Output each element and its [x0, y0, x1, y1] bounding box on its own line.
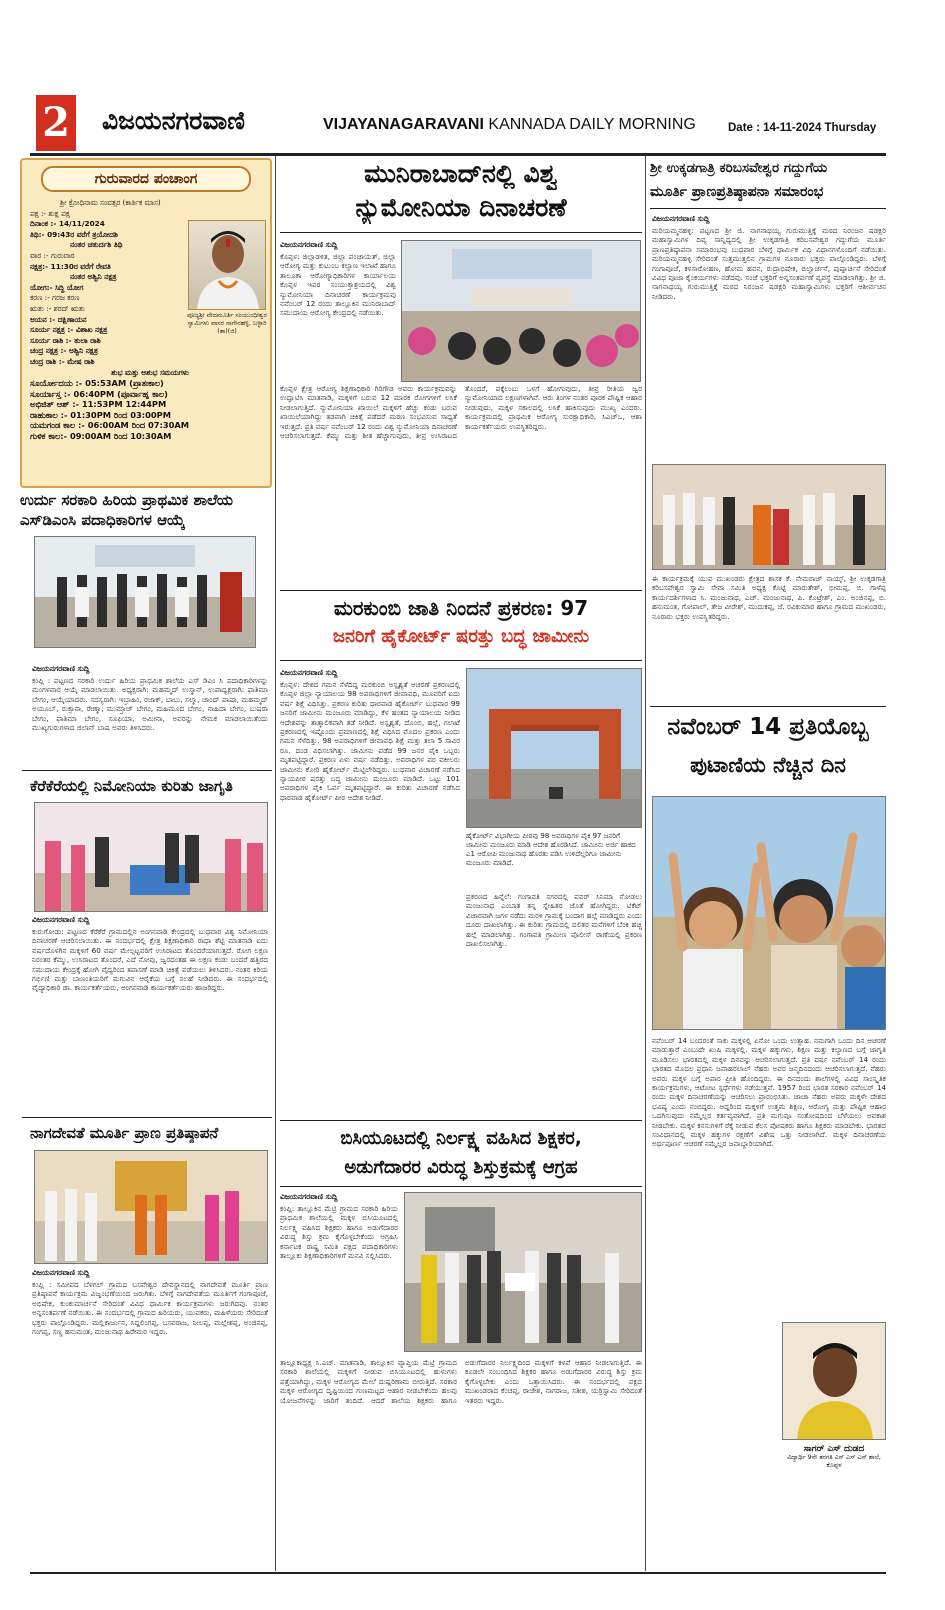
column-divider — [645, 156, 646, 1571]
headline: ನಾಗದೇವತೆ ಮೂರ್ತಿ ಪ್ರಾಣ ಪ್ರತಿಷ್ಠಾಪನೆ — [30, 1124, 219, 1142]
panchanga-line: ತಿಥಿ:- 09:43ರ ವರೆಗೆ ತ್ರಯೋದಶಿ — [30, 229, 118, 239]
panchanga-line: ಕರಣ :- ಗರಜ ಕರಣ — [30, 293, 80, 303]
panchanga-line: ಶ್ರೀ ಕ್ರೋಧಿನಾಮ ಸಂವತ್ಸರ (ಕಾರ್ತಿಕ ಮಾಸ) — [60, 198, 161, 207]
headline: ಎಸ್‌ಡಿಎಂಸಿ ಪದಾಧಿಕಾರಿಗಳ ಆಯ್ಕೆ — [20, 511, 186, 529]
article-body: ಕೊಪ್ಪಳ: ಜಿಲ್ಲಾಡಳಿತ, ಜಿಲ್ಲಾ ಪಂಚಾಯತ್, ಜಿಲ್ಲಾ ಆರೋಗ್ಯ ಮತ್ತು ಕುಟುಂಬ ಕಲ್ಯಾಣ ಇಲಾಖೆ ಹಾಗೂ ತಾಲೂಕಾ ಆರೋಗ್ಯಾಧಿಕಾರಿಗಳ ಕಾರ್ಯಾಲಯ ಕೊಪ್ಪಳ ಇವರ ಸಂಯುಕ್ತಾಶ್ರಯದಲ್ಲಿ ವಿಶ್ವ ನ್ಯುಮೋನಿಯಾ ದಿನಾಚರಣೆ ಕಾರ್ಯಕ್ರಮವು ನವೆಂಬರ್ 12 ರಂದು ತಾಲ್ಲೂಕಿನ ಮುನಿರಾಬಾದ್ ಸಮುದಾಯ ಆರೋಗ್ಯ ಕೇಂದ್ರದಲ್ಲಿ ನಡೆಯಿತು. — [280, 252, 396, 318]
panchanga-line: ದಿನಾಂಕ :- 14/11/2024 — [30, 219, 105, 229]
article-photo — [466, 668, 642, 828]
panchanga-line: ಅಭಿಜಿತ್ ಆಶ್ :- 11:53PM 12:44PM — [30, 399, 167, 410]
section-divider — [22, 1117, 272, 1118]
article-credit: ವಿಜಯನಗರವಾಣಿ ಸುದ್ದಿ — [280, 240, 338, 249]
headline: ಮುನಿರಾಬಾದ್‌ನಲ್ಲಿ ವಿಶ್ವ — [364, 159, 558, 188]
article-photo — [652, 464, 886, 570]
article-photo — [404, 1192, 642, 1352]
children-photo — [653, 797, 886, 1030]
headline: ಉರ್ದು ಸರಕಾರಿ ಹಿರಿಯ ಪ್ರಾಥಮಿಕ ಶಾಲೆಯ — [20, 491, 233, 509]
article-body: ಕೊಪ್ಪಳ ಕ್ಷೇತ್ರ ಆರೋಗ್ಯ ಶಿಕ್ಷಣಾಧಿಕಾರಿ ಗಿರಿಗೌಡ ಅವರು ಕಾರ್ಯಕ್ರಮವನ್ನು ಉದ್ಘಾಟಿಸಿ ಮಾತನಾಡಿ, ಮಕ್ಕಳಿಗೆ ಬರುವ 12 ಮಾರಕ ರೋಗಗಳಿಗೆ ಲಸಿಕೆ ನೀಡಲಾಗುತ್ತಿದೆ. ನ್ಯುಮೋನಿಯಾ ಖಾಯಿಲೆ ಮಕ್ಕಳಿಗೆ ಹೆಚ್ಚು ಕಂಡು ಬರುವ ಖಾಯಿಲೆಯಾಗಿದ್ದು ತಡವಾಗಿ ಚಿಕಿತ್ಸೆ ಪಡೆದರೆ ಮರಣ ಸಂಭವಿಸುವ ಸಾಧ್ಯತೆ ಇರುತ್ತದೆ. ಪ್ರತಿ ವರ್ಷ ನವೆಂಬರ್ 12 ರಂದು ವಿಶ್ವ ನ್ಯುಮೋನಿಯಾ ದಿನಾಚರಣೆ ಆಚರಿಸಲಾಗುತ್ತದೆ. ಕೆಮ್ಮು ಮತ್ತು ಶೀತ ಹೆಚ್ಚಾಗುವುದು, ತೀವ್ರ ಉಸಿರಾಟದ ತೊಂದರೆ, ಪಕ್ಕೆಲುಬು ಒಳಗೆ ಹೋಗುವುದು, ತೀವ್ರ ರೀತಿಯ ಜ್ವರ ನ್ಯುಮೋನಿಯಾದ ಲಕ್ಷಣಗಳಾಗಿವೆ. ಆರು ತಿಂಗಳ ನಂತರ ಪೂರಕ ಪೌಷ್ಟಿಕ ಆಹಾರ ನೀಡುವುದು, ಮಕ್ಕಳ ಸಕಾಲದಲ್ಲಿ ಲಸಿಕೆ ಹಾಕಿಸುವುದು ಮುಖ್ಯ ಎಂದರು. ಕಾರ್ಯಕ್ರಮದಲ್ಲಿ ಪ್ರಾಥಮಿಕ ಆರೋಗ್ಯ ಸುರಕ್ಷಾಧಿಕಾರಿ, ಸಿಎಚ್‌ಒ, ಆಶಾ ಕಾರ್ಯಕರ್ತೆಯರು ಉಪಸ್ಥಿತರಿದ್ದರು. — [280, 384, 642, 441]
group-photo — [35, 537, 256, 648]
panchanga-line: ಸೂರ್ಯೋದಯ :- 05:53AM (ಪ್ರಾತಃಕಾಲ) — [30, 378, 164, 389]
panchanga-line: ನಂತರ ಅಶ್ವಿನಿ ನಕ್ಷತ್ರ — [70, 272, 117, 282]
panchanga-line: ಸೂರ್ಯ ರಾಶಿ :- ತುಲಾ ರಾಶಿ — [30, 335, 101, 345]
article-credit: ವಿಜಯನಗರವಾಣಿ ಸುದ್ದಿ — [280, 1192, 338, 1201]
section-divider — [280, 232, 642, 233]
issue-date: Date : 14-11-2024 Thursday — [728, 122, 877, 134]
panchanga-line: ಗುಳಿಕ ಕಾಲ:- 09:00AM ರಿಂದ 10:30AM — [30, 431, 172, 442]
article-photo — [34, 802, 268, 912]
article-body: ಕಂಪ್ಲಿ: ತಾಲ್ಲೂಕಿನ ಮೆಟ್ರಿ ಗ್ರಾಮದ ಸರಕಾರಿ ಹಿರಿಯ ಪ್ರಾಥಮಿಕ ಶಾಲೆಯಲ್ಲಿ ಮಕ್ಕಳ ಬಿಸಿಯೂಟದಲ್ಲಿ ನಿರ್ಲಕ್ಷ್ಯ ವಹಿಸಿದ ಶಿಕ್ಷಕರು ಹಾಗೂ ಅಡುಗೆದಾರರ ವಿರುದ್ಧ ಶಿಸ್ತು ಕ್ರಮ ಕೈಗೊಳ್ಳಬೇಕೆಂದು ಆಗ್ರಹಿಸಿ ಕರ್ನಾಟಕ ರಾಷ್ಟ್ರ ಸಮಿತಿ ಪಕ್ಷದ ಪದಾಧಿಕಾರಿಗಳು ತಾಲ್ಲೂಕು ಶಿಕ್ಷಣಾಧಿಕಾರಿಗಳಿಗೆ ಮನವಿ ಸಲ್ಲಿಸಿದರು. — [280, 1204, 398, 1261]
panchanga-line: ವಾರ :- ಗುರುವಾರ — [30, 250, 75, 260]
author-credit — [782, 1444, 886, 1470]
ceremony-photo — [653, 465, 886, 570]
panchanga-line: ಪಕ್ಷ :- ಶುಕ್ಲ ಪಕ್ಷ — [30, 208, 70, 218]
article-photo — [652, 796, 886, 1030]
author-detail: ವಿದ್ಯಾರ್ಥಿ 9ನೇ ತರಗತಿ ಎಸ್ ಎಸ್ ಎಸ್ ಶಾಲೆ, ಕೊಪ್ಪಳ — [787, 1454, 881, 1469]
english-title: VIJAYANAGARAVANI — [323, 116, 484, 133]
page-bottom-rule — [30, 1572, 886, 1574]
photo-caption: ಈ ಕಾರ್ಯಕ್ರಮಕ್ಕೆ ಯುವ ಮುಖಂಡರು ಕ್ಷೇತ್ರದ ಶಾಸಕ ಕೆ. ನೇಮರಾಜ್ ನಾಯ್ಕ್, ಶ್ರೀ ಉಕ್ಕಡಗಾತ್ರಿ ಕರಿಬಸವೇಶ್ವರ ಸ್ವಾಮಿ ಸೇವಾ ಸಮಿತಿ ಅಧ್ಯಕ್ಷ ಕೊಟ್ಟಿ ಮಾರುತೇಶ್, ಭೀಮಪ್ಪ, ಬಿ. ಗಾಳೆಪ್ಪ ಕಾರ್ಯದರ್ಶಿಗಳಾದ ಸಿ. ಮಂಜುನಾಥ, ಎಚ್. ಮಂಜುನಾಥ, ಪಿ. ಕೊಟ್ರೇಶ್, ಎಂ. ಅಂಜಿನಪ್ಪ, ಬಿ. ಹನುಮಂತ, ಗೋಪಾಲ್, ತೇಜ ವೀರೇಶ್, ಮುದುಕಪ್ಪ, ಜೆ. ರವಿಕುಮಾರ ಹಾಗೂ ಗ್ರಾಮದ ಮುಖಂಡರು, ನೂರಾರು ಭಕ್ತರು ಉಪಸ್ಥಿತರಿದ್ದರು. — [652, 574, 886, 621]
panchanga-line: ಯೋಗ:- ಸಿದ್ಧಿ ಯೋಗ — [30, 282, 84, 292]
page-number: 2 — [36, 95, 76, 151]
section-divider — [650, 706, 886, 707]
panchanga-section-title: ಶುಭ ಮತ್ತು ಅಶುಭ ಸಮಯಗಳು — [111, 367, 189, 377]
pneumonia-day-photo — [402, 241, 641, 382]
article-urdu-school — [20, 490, 272, 660]
headline: ಕೆರೆಕೆರೆಯಲ್ಲಿ ನಿಮೋನಿಯಾ ಕುರಿತು ಜಾಗೃತಿ — [30, 777, 233, 795]
masthead-divider — [30, 153, 886, 156]
headline: ನವೆಂಬರ್ 14 ಪ್ರತಿಯೊಬ್ಬ — [667, 714, 869, 740]
article-credit: ವಿಜಯನಗರವಾಣಿ ಸುದ್ದಿ — [32, 1268, 90, 1277]
headline: ನ್ಯುಮೋನಿಯಾ ದಿನಾಚರಣೆ — [355, 193, 567, 222]
article-credit: ವಿಜಯನಗರವಾಣಿ ಸುದ್ದಿ — [32, 664, 90, 673]
section-divider — [280, 1186, 642, 1187]
high-court-gate-photo — [467, 669, 642, 828]
article-body: ಕುರುಗೋಡು: ಪಟ್ಟಣದ ಕೆರೆಕೆರೆ ಗ್ರಾಮದಲ್ಲಿನ ಅಂಗನವಾಡಿ ಕೇಂದ್ರದಲ್ಲಿ ಬುಧವಾರ ವಿಶ್ವ ನಿಮೋನಿಯಾ ದಿನಾಚರಣೆ ಆಚರಿಸಲಾಯಿತು. ಈ ಸಂದರ್ಭದಲ್ಲಿ ಕ್ಷೇತ್ರ ಶಿಕ್ಷಣಾಧಿಕಾರಿ ರಾಧಾ ಶೆಟ್ಟಿ ಮಾತನಾಡಿ ಐದು ವರ್ಷದೊಳಗಿನ ಮಕ್ಕಳಿಗೆ 60 ವರ್ಷ ಮೇಲ್ಪಟ್ಟವರಿಗೆ ಉಸಿರಾಟದ ತೊಂದರೆಯಾಗುತ್ತದೆ. ರೋಗ ಲಕ್ಷಣ ನಿರಂತರ ಕೆಮ್ಮು, ಉಸಿರಾಟದ ತೊಂದರೆ, ಎದೆ ನೋವು, ಜ್ವರದಂತಹ ಈ ಲಕ್ಷಣ ಕಂಡು ಬಂದರೆ ಹತ್ತಿರದ ಸಮುದಾಯ ಕೇಂದ್ರಕ್ಕೆ ಹೋಗಿ ವೈದ್ಯರಿಂದ ತಪಾಸಣೆ ಮಾಡಿ ಚಿಕಿತ್ಸೆ ಪಡೆಯಲು ತಿಳಿಸಿದರು. ನಂತರ ಕಿರಿಯ ಗರ್ಭಿಣಿ ಮತ್ತು ಬಾಣಂತಿಯರಿಗೆ ಮಗುವಿನ ಆರೈಕೆಯ ಬಗ್ಗೆ ಸಲಹೆ ನೀಡಿದರು. ಈ ಸಂದರ್ಭದಲ್ಲಿ ವೈದ್ಯಾಧಿಕಾರಿ ಡಾ. ಕಾರ್ಯಕರ್ತೆಯರು, ಅಂಗನವಾಡಿ ಕಾರ್ಯಕರ್ತೆಯರು ಹಾಜರಿದ್ದರು. — [32, 927, 268, 993]
panchanga-portrait — [188, 220, 266, 310]
masthead-english-title — [323, 116, 696, 134]
panchanga-line: ನಕ್ಷತ್ರ:- 11:30ರ ವರೆಗೆ ರೇವತಿ — [30, 261, 111, 271]
article-photo — [34, 536, 256, 648]
article-body — [652, 1330, 778, 1570]
headline: ಮೂರ್ತಿ ಪ್ರಾಣಪ್ರತಿಷ್ಠಾಪನಾ ಸಮಾರಂಭ — [650, 184, 824, 200]
panchanga-line: ಯಮಗಂಡ ಕಾಲ :- 06:00AM ರಿಂದ 07:30AM — [30, 420, 190, 431]
article-body: ಮರಿಯಮ್ಮನಹಳ್ಳಿ: ಪಟ್ಟಣದ ಶ್ರೀ ಜಿ. ನಾಗನಾಥಯ್ಯ ಗುರುಮುತ್ತಿಕ್ಕೆ ಮಠದ ನಿರಂಜನ ಷಡಕ್ಷರಿ ಮಹಾಸ್ವಾಮಿಗಳ ದಿವ್ಯ ಸಾನ್ನಿಧ್ಯದಲ್ಲಿ ಶ್ರೀ ಉಕ್ಕಡಗಾತ್ರಿ ಕರಿಬಸವೇಶ್ವರ ಗದ್ದುಗೆಯ ಮೂರ್ತಿ ಪ್ರಾಣಪ್ರತಿಷ್ಠಾಪನಾ ಸಮಾರಂಭವು ಬುಧವಾರ ಬೆಳಿಗ್ಗೆ ಧಾರ್ಮಿಕ ವಿಧಿ ವಿಧಾನಗಳೊಂದಿಗೆ ನಡೆಯಿತು. ಮರಿಯಮ್ಮನಹಳ್ಳಿ ಸೇರಿದಂತೆ ಸುತ್ತಮುತ್ತಲಿನ ಗ್ರಾಮಗಳ ನೂರಾರು ಭಕ್ತರು ಪಾಲ್ಗೊಂಡಿದ್ದರು. ಬೆಳಿಗ್ಗೆ ಗಂಗಾಪೂಜೆ, ಕಳಸಾರೋಹಣ, ಹೋಮ ಹವನ, ರುದ್ರಾಭಿಷೇಕ, ಬಿಲ್ವಾರ್ಚನೆ, ಪುಷ್ಪಾರ್ಚನೆ ಸೇರಿದಂತೆ ವಿವಿಧ ಪೂಜಾ ಕೈಂಕರ್ಯಗಳು ನಡೆದವು. ಸಂಜೆ ಭಕ್ತರಿಗೆ ಅನ್ನಸಂತರ್ಪಣೆ ವ್ಯವಸ್ಥೆ ಮಾಡಲಾಗಿತ್ತು. ಶ್ರೀ ಜಿ. ನಾಗನಾಥಯ್ಯ ಗುರುಮುತ್ತಿಕ್ಕೆ ಮಠದ ನಿರಂಜನ ಷಡಕ್ಷರಿ ಮಹಾಸ್ವಾಮಿಗಳು ಭಕ್ತರಿಗೆ ಆಶೀರ್ವಚನ ನೀಡಿದರು. — [652, 226, 886, 301]
author-name: ಸಾಗರ್ ಎಸ್ ದುಡದ — [803, 1444, 865, 1454]
article-body: ಕೊಪ್ಪಳ: ದೇಶದ ಗಮನ ಸೆಳೆದಿದ್ದ ಮರಕುಂಬಿ ಅಸ್ಪೃಶ್ಯತೆ ಆಚರಣೆ ಪ್ರಕರಣದಲ್ಲಿ ಕೊಪ್ಪಳ ಜಿಲ್ಲಾ ನ್ಯಾಯಾಲಯ 98 ಅಪರಾಧಿಗಳಿಗೆ ಜೀವಾವಧಿ, ಮೂವರಿಗೆ ಐದು ವರ್ಷ ಶಿಕ್ಷೆ ವಿಧಿಸಿತ್ತು. ಪ್ರಕರಣ ಕುರಿತು ಧಾರವಾಡ ಹೈಕೋರ್ಟ್ ಬುಧವಾರ 99 ಜನರಿಗೆ ಜಾಮೀನು ಮಂಜೂರು ಮಾಡಿದ್ದು, ಕೆಳ ಹಂತದ ನ್ಯಾಯಾಲಯ ನೀಡಿದ ಆದೇಶವನ್ನು ತಾತ್ಕಾಲಿಕವಾಗಿ ತಡೆ ನೀಡಿದೆ. ಅಸ್ಪೃಶ್ಯತೆ, ದೊಂಬಿ, ಹಲ್ಲೆ, ಗಲಾಟೆ ಪ್ರಕರಣದಲ್ಲಿ ಇಷ್ಟೊಂದು ಪ್ರಮಾಣದಲ್ಲಿ ಶಿಕ್ಷೆ ವಿಧಿಸಿದ ಮೊದಲ ಪ್ರಕರಣ ಎಂದು ಗಮನ ಸೆಳೆದಿತ್ತು. 98 ಅಪರಾಧಿಗಳಿಗೆ ಜೀವಾವಧಿ ಶಿಕ್ಷೆ ಮತ್ತು ತಲಾ 5 ಸಾವಿರ ರೂ. ದಂಡ ವಿಧಿಸಲಾಗಿತ್ತು. ಜಾಮೀನು ಪಡೆದ 99 ಜನರ ಪೈಕಿ ಒಬ್ಬರು ಮೃತಪಟ್ಟಿದ್ದಾರೆ. ಪ್ರಕರಣ ಏಳು ವರ್ಷ ನಡೆದಿತ್ತು. ಅಪರಾಧಿಗಳ ಪರ ವಕೀಲರು ಜಾಮೀನು ಕೋರಿ ಹೈಕೋರ್ಟ್ ಮೆಟ್ಟಿಲೇರಿದ್ದರು. ಬುಧವಾರ ವಿಚಾರಣೆ ನಡೆಸಿದ ನ್ಯಾಯಪೀಠ ಷರತ್ತು ಬದ್ಧ ಜಾಮೀನು ಮಂಜೂರು ಮಾಡಿದೆ. ಒಟ್ಟು 101 ಅಪರಾಧಿಗಳ ಪೈಕಿ ಓರ್ವ ಮೃತಪಟ್ಟಿದ್ದಾರೆ. ಈ ಕುರಿತು ವಿಚಾರಣೆ ನಡೆಸಿದ ಧಾರವಾಡ ಹೈಕೋರ್ಟ್ ಪೀಠ ಆದೇಶ ನೀಡಿದೆ. — [280, 680, 460, 802]
headline: ಶ್ರೀ ಉಕ್ಕಡಗಾತ್ರಿ ಕರಿಬಸವೇಶ್ವರ ಗದ್ದುಗೆಯ — [650, 160, 828, 176]
portrait-caption: ಪೂಜ್ಯಶ್ರೀ ವೇದಮೂರ್ತಿ ಸಂಯುಂಧೀಶ್ವರ ಸ್ವಾಮಿಗಳು ವಾಸರ ನಾಗೇನಹಳ್ಳಿ, ಬಳ್ಳಾರಿ (ತಾ)(ಜಿ) — [187, 312, 267, 335]
masthead-kannada-title: ವಿಜಯನಗರವಾಣಿ — [102, 106, 245, 135]
panchanga-line: ಸೂರ್ಯ ನಕ್ಷತ್ರ :- ವಿಶಾಖ ನಕ್ಷತ್ರ — [30, 325, 108, 335]
author-photo — [782, 1322, 886, 1440]
panchanga-box — [20, 158, 272, 488]
headline: ಜನರಿಗೆ ಹೈಕೋರ್ಟ್ ಷರತ್ತು ಬದ್ಧ ಜಾಮೀನು — [332, 626, 590, 647]
article-photo — [401, 240, 641, 382]
article-body: ಪ್ರಕರಣದ ಹಿನ್ನೆಲೆ: ಗಂಗಾವತಿ ನಗರದಲ್ಲಿ ಪವರ್ ಸಿನಿಮಾ ನೋಡಲು ಮಂಜುನಾಥ ಎಂಬಾತ ತನ್ನ ಸ್ನೇಹಿತರ ಜೊತೆ ಹೋಗಿದ್ದರು. ಟಿಕೆಟ್ ವಿಚಾರವಾಗಿ ಜಗಳ ನಡೆದು ಮರಳಿ ಗ್ರಾಮಕ್ಕೆ ಬಂದಾಗ ಹಲ್ಲೆ ಮಾಡಿದ್ದರು ಎಂದು ದೂರು ದಾಖಲಾಗಿತ್ತು. ಈ ಕುರಿತು ಗ್ರಾಮದಲ್ಲಿ ದಲಿತರ ಮನೆಗಳಿಗೆ ಬೆಂಕಿ ಹಚ್ಚಿ ಹಲ್ಲೆ ಮಾಡಲಾಗಿತ್ತು. ಗಂಗಾವತಿ ಗ್ರಾಮೀಣ ಪೊಲೀಸ್ ಠಾಣೆಯಲ್ಲಿ ಪ್ರಕರಣ ದಾಖಲಿಸಲಾಗಿತ್ತು. — [466, 892, 642, 949]
masthead — [30, 93, 886, 155]
temple-photo — [35, 1151, 268, 1264]
article-body: ಕಂಪ್ಲಿ : ಸಮೀಪದ ಬೆಳಗಲ್ ಗ್ರಾಮದ ಬಸವೇಶ್ವರ ದೇವಸ್ಥಾನದಲ್ಲಿ ನಾಗದೇವತೆ ಮೂರ್ತಿ ಪ್ರಾಣ ಪ್ರತಿಷ್ಠಾಪನೆ ಕಾರ್ಯಕ್ರಮ ವಿಜೃಂಭಣೆಯಿಂದ ಜರುಗಿತು. ಬೆಳಿಗ್ಗೆ ನಾಗದೇವತೆಯ ಮೂರ್ತಿಗೆ ಗಂಗಾಪೂಜೆ, ಅಭಿಷೇಕ, ಕುಂಕುಮಾರ್ಚನೆ ಸೇರಿದಂತೆ ವಿವಿಧ ಧಾರ್ಮಿಕ ಕಾರ್ಯಕ್ರಮಗಳು ಜರುಗಿದವು. ನಂತರ ಅನ್ನಸಂತರ್ಪಣೆ ನಡೆಯಿತು. ಈ ಸಂದರ್ಭದಲ್ಲಿ ಗ್ರಾಮದ ಹಿರಿಯರು, ಯುವಕರು, ಮಹಿಳೆಯರು ಸೇರಿದಂತೆ ಭಕ್ತರು ಪಾಲ್ಗೊಂಡಿದ್ದರು. ಮಲ್ಲಿಕಾರ್ಜುನ, ಸಿದ್ದಲಿಂಗಪ್ಪ, ಬಸವರಾಜ, ನೀಲಪ್ಪ, ಮಲ್ಲೇಶಪ್ಪ, ಅಂಜಿನಪ್ಪ, ಗಂಗಪ್ಪ, ಸಣ್ಣ ಹನುಮಂತ, ಮಂಜುನಾಥ ಹಿರೇಮಠ ಇದ್ದರು. — [32, 1280, 268, 1337]
panchanga-line: ಚಂದ್ರ ನಕ್ಷತ್ರ :- ಅಶ್ವಿನಿ ನಕ್ಷತ್ರ — [30, 346, 98, 356]
article-credit: ವಿಜಯನಗರವಾಣಿ ಸುದ್ದಿ — [280, 668, 338, 677]
author-portrait — [783, 1323, 886, 1440]
english-subtitle: KANNADA DAILY MORNING — [488, 116, 696, 133]
awareness-photo — [35, 803, 268, 912]
memorandum-photo — [405, 1193, 642, 1352]
section-divider — [280, 590, 642, 591]
section-divider — [22, 770, 272, 771]
headline: ಬಿಸಿಯೂಟದಲ್ಲಿ ನಿರ್ಲಕ್ಷ್ಯ ವಹಿಸಿದ ಶಿಕ್ಷಕರ, — [340, 1128, 582, 1149]
article-credit: ವಿಜಯನಗರವಾಣಿ ಸುದ್ದಿ — [32, 915, 90, 924]
column-divider — [275, 156, 276, 1571]
panchanga-line: ನಂತರ ಚತುರ್ದಶಿ ತಿಥಿ — [70, 240, 123, 250]
portrait-image — [189, 221, 266, 310]
section-divider — [650, 208, 886, 209]
article-photo — [34, 1150, 268, 1264]
article-body: ಕಂಪ್ಲಿ : ಪಟ್ಟಣದ ಸರಕಾರಿ ಉರ್ದು ಹಿರಿಯ ಪ್ರಾಥಮಿಕ ಶಾಲೆಯ ಎಸ್ ಡಿಎಂ ಸಿ ಪದಾಧಿಕಾರಿಗಳನ್ನು ಮಂಗಳವಾರ ಆಯ್ಕೆ ಮಾಡಲಾಯಿತು. ಅಧ್ಯಕ್ಷರಾಗಿ: ಮಹಮ್ಮದ್ ಉಸ್ಮಾನ್, ಉಪಾಧ್ಯಕ್ಷರಾಗಿ: ಫಾತಿಮಾ ಬೇಗಂ, ಆಯ್ಕೆಯಾದರು. ಸದಸ್ಯರಾಗಿ: ಇಬ್ರಾಹಿಂ, ರಜಾಕ್, ಬಾಬು, ಸಲ್ಮಾ, ಚಾಂದ್ ಪಾಷಾ, ಮಹಮ್ಮದ್ ಅಯೂಬ್, ರುಕ್ಸಾನಾ, ರೇಣ್ಮಾ, ಮುಮ್ತಾಜ್ ಬೇಗಂ, ಮಹಿಮೂದ ಬೇಗಂ, ನಾಹಿದಾ ಬೇಗಂ, ಬುಷರಾ ಬೇಗಂ, ಫಾತಿಮಾ ಬೇಗಂ, ಸೂಫಿಯಾ, ಅಮೀನಾ, ಅವರನ್ನು ನೇಮಕ ಮಾಡಲಾಯಿತೆಂದು ಮುಖ್ಯಗುರುಗಳಾದ ಜಿಲಾನ್ ಬಾಷ ಅವರು ತಿಳಿಸಿದರು. — [32, 676, 268, 733]
panchanga-title: ಗುರುವಾರದ ಪಂಚಾಂಗ — [41, 166, 251, 192]
article-body: ನವೆಂಬರ್ 14 ಬಂದರಂತೆ ಸಾಕು ಮಕ್ಕಳಲ್ಲಿ ಏನೋ ಒಂದು ಉತ್ಸಾಹ. ನಮಗಾಗಿ ಒಂದು ದಿನ ಆಚರಣೆ ಮಾಡುತ್ತಾರೆ ಎಂಬುದೇ ಖುಷಿ ಮಕ್ಕಳಲ್ಲಿ. ಮಕ್ಕಳ ಹಕ್ಕುಗಳು, ಶಿಕ್ಷಣ ಮತ್ತು ಕಲ್ಯಾಣದ ಬಗ್ಗೆ ಜಾಗೃತಿ ಮೂಡಿಸಲು ಭಾರತದಲ್ಲಿ ಮಕ್ಕಳ ದಿನವನ್ನು ಆಚರಿಸಲಾಗುತ್ತದೆ. ಪ್ರತಿ ವರ್ಷ ನವೆಂಬರ್ 14 ರಂದು ಭಾರತದ ಮೊದಲ ಪ್ರಧಾನಿ ಜವಾಹರಲಾಲ್ ನೆಹರು ಅವರ ಜನ್ಮದಿನದಂದು ಆಚರಿಸಲಾಗುತ್ತದೆ. ನೆಹರು ಅವರು ಮಕ್ಕಳ ಬಗ್ಗೆ ಅಪಾರ ಪ್ರೀತಿ ಹೊಂದಿದ್ದರು. ಈ ದಿನದಂದು ಶಾಲೆಗಳಲ್ಲಿ ವಿವಿಧ ಸಾಂಸ್ಕೃತಿಕ ಕಾರ್ಯಕ್ರಮಗಳು, ಆಟೋಟ ಸ್ಪರ್ಧೆಗಳು ನಡೆಯುತ್ತವೆ. 1957 ರಿಂದ ಭಾರತ ಸರಕಾರ ನವೆಂಬರ್ 14 ರಂದು ಮಕ್ಕಳ ದಿನಾಚರಣೆಯನ್ನು ಆಚರಿಸಲು ಪ್ರಾರಂಭಿಸಿತು. ಚಾಚಾ ನೆಹರು ಅವರು ಮಕ್ಕಳೇ ದೇಶದ ಭವಿಷ್ಯ ಎಂದು ನಂಬಿದ್ದರು. ಆದ್ದರಿಂದ ಮಕ್ಕಳಿಗೆ ಉತ್ತಮ ಶಿಕ್ಷಣ, ಆರೋಗ್ಯ ಮತ್ತು ಪೌಷ್ಟಿಕ ಆಹಾರ ಒದಗಿಸುವುದು ನಮ್ಮೆಲ್ಲರ ಕರ್ತವ್ಯವಾಗಿದೆ. ಪ್ರತಿ ಮಗುವೂ ಸಂತೋಷದಿಂದ ಬೆಳೆಯಲು ಅವಕಾಶ ನೀಡಬೇಕು. ಮಕ್ಕಳ ಕನಸುಗಳಿಗೆ ರೆಕ್ಕೆ ನೀಡುವ ಕೆಲಸ ಪೋಷಕರು ಹಾಗೂ ಶಿಕ್ಷಕರು ಮಾಡಬೇಕು. ಭಾರತದ ಸಂವಿಧಾನದಲ್ಲಿ ಮಕ್ಕಳ ಹಕ್ಕುಗಳ ರಕ್ಷಣೆಗೆ ವಿಶೇಷ ಒತ್ತು ನೀಡಲಾಗಿದೆ. ಮಕ್ಕಳ ದಿನಾಚರಣೆಯ ಅರ್ಥಪೂರ್ಣ ಆಚರಣೆ ನಮ್ಮೆಲ್ಲರ ಜವಾಬ್ದಾರಿಯಾಗಿದೆ. — [652, 1036, 886, 1149]
panchanga-line: ಅಯನ :- ದಕ್ಷಿಣಾಯನ — [30, 314, 87, 324]
headline: ಪುಟಾಣಿಯ ನೆಚ್ಚಿನ ದಿನ — [690, 753, 846, 777]
article-body: ತಾಲ್ಲೂಕಾಧ್ಯಕ್ಷ ಸಿ.ಎಚ್. ಮಾತನಾಡಿ, ತಾಲ್ಲೂಕಿನ ವ್ಯಾಪ್ತಿಯ ಮೆಟ್ರಿ ಗ್ರಾಮದ ಸರಕಾರಿ ಶಾಲೆಯಲ್ಲಿ ಮಕ್ಕಳಿಗೆ ನೀಡುವ ಬಿಸಿಯೂಟದಲ್ಲಿ ಹುಳುಗಳು ಪತ್ತೆಯಾಗಿದ್ದು, ಮಕ್ಕಳ ಆರೋಗ್ಯದ ಮೇಲೆ ದುಷ್ಪರಿಣಾಮ ಬೀರುತ್ತಿದೆ. ಸರಕಾರ ಮಕ್ಕಳ ಆರೋಗ್ಯದ ದೃಷ್ಟಿಯಿಂದ ಗುಣಮಟ್ಟದ ಆಹಾರ ನೀಡಬೇಕೆಂದು ಹಲವು ಯೋಜನೆಗಳನ್ನು ಜಾರಿಗೆ ತಂದಿದೆ. ಆದರೆ ಶಾಲೆಯ ಶಿಕ್ಷಕರು ಹಾಗೂ ಅಡುಗೆದಾರರ ನಿರ್ಲಕ್ಷ್ಯದಿಂದ ಮಕ್ಕಳಿಗೆ ಕಳಪೆ ಆಹಾರ ನೀಡಲಾಗುತ್ತಿದೆ. ಈ ಕೂಡಲೇ ಸಂಬಂಧಿಸಿದ ಶಿಕ್ಷಕರ ಹಾಗೂ ಅಡುಗೆದಾರರ ವಿರುದ್ಧ ಶಿಸ್ತು ಕ್ರಮ ಕೈಗೊಳ್ಳಬೇಕು ಎಂದು ಒತ್ತಾಯಿಸಿದರು. ಈ ಸಂದರ್ಭದಲ್ಲಿ ಪಕ್ಷದ ಮುಖಂಡರಾದ ಕೆಂಚಪ್ಪ, ರಾಜೇಶ, ನಾಗರಾಜ, ಸತೀಶ, ಯರ್ರಿಸ್ವಾಮಿ ಸೇರಿದಂತೆ ಇತರರು ಇದ್ದರು. — [280, 1358, 642, 1405]
panchanga-line: ಋತು :- ಶರದ್ ಋತು — [30, 303, 85, 313]
section-divider — [280, 1120, 642, 1121]
headline: ಮರಕುಂಬಿ ಜಾತಿ ನಿಂದನೆ ಪ್ರಕರಣ: 97 — [333, 596, 589, 620]
headline: ಅಡುಗೆದಾರರ ವಿರುದ್ಧ ಶಿಸ್ತುಕ್ರಮಕ್ಕೆ ಆಗ್ರಹ — [344, 1157, 578, 1178]
article-credit: ವಿಜಯನಗರವಾಣಿ ಸುದ್ದಿ — [652, 214, 710, 223]
photo-caption: ಹೈಕೋರ್ಟ್ ವಿಭಾಗೀಯ ಪೀಠವು 98 ಅಪರಾಧಿಗಳ ಪೈಕಿ 97 ಜನರಿಗೆ ಜಾಮೀನು ಮಂಜೂರು ಮಾಡಿ ಆದೇಶ ಹೊರಡಿಸಿದೆ. ಜಾಮೀನು ಅರ್ಜಿ ಹಾಕದ ಎ1 ಆರೋಪಿ ಮಂಜುನಾಥ ಹೊರತು ಪಡಿಸಿ ಉಳಿದೆಲ್ಲರಿಗೂ ಜಾಮೀನು ಮಂಜೂರು ಮಾಡಿದೆ. — [466, 832, 636, 867]
panchanga-line: ಚಂದ್ರ ರಾಶಿ :- ಮೇಷ ರಾಶಿ — [30, 356, 95, 366]
panchanga-line: ರಾಹುಕಾಲ :- 01:30PM ರಿಂದ 03:00PM — [30, 409, 171, 420]
section-divider — [280, 660, 642, 661]
panchanga-line: ಸೂರ್ಯಾಸ್ತ :- 06:40PM (ಪೂರ್ವಾಹ್ನ ಕಾಲ) — [30, 388, 168, 399]
